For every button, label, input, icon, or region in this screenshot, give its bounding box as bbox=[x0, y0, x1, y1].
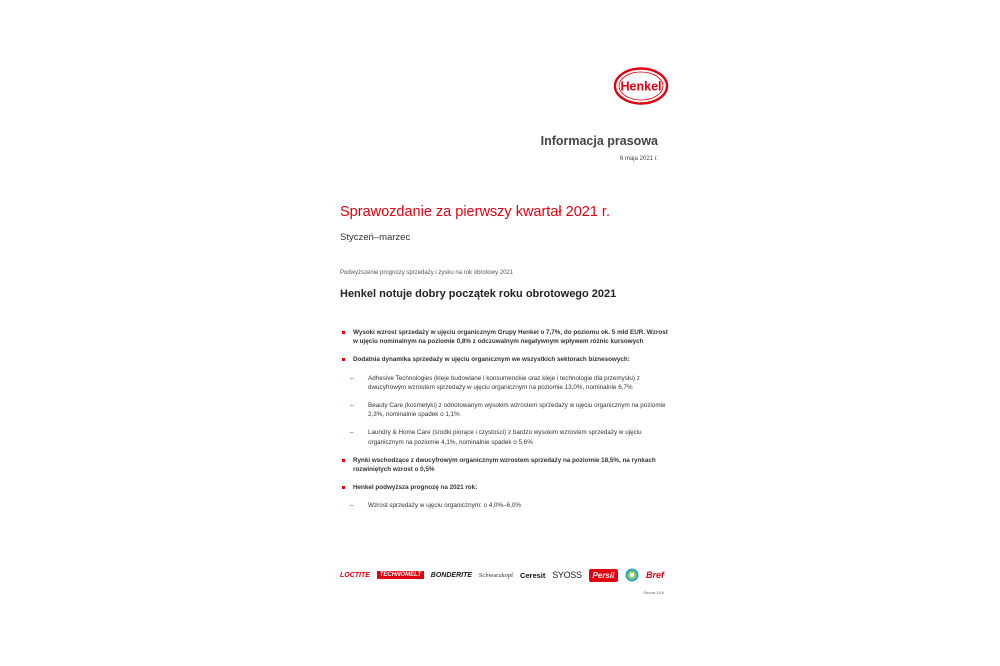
bullet-square-icon bbox=[342, 358, 345, 361]
bullet-text: Adhesive Technologies (kleje budowlane i konsumenckie oraz kleje i technologie dla przemysłu) z dwucyfrowym wzrostem sprzedaży w ujęciu organicznym na poziomie 13,0%, nominalnie 6,7% bbox=[368, 374, 640, 391]
loctite-logo: LOCTITE bbox=[340, 571, 370, 579]
pril-ball-logo-icon bbox=[625, 568, 639, 582]
bullet-text: Rynki wschodzące z dwucyfrowym organicznym wzrostem sprzedaży na poziomie 18,5%, na rynkach rozwiniętych wzrost o 0,5% bbox=[353, 456, 656, 474]
bonderite-logo: BONDERITE bbox=[430, 571, 473, 579]
bullet-square-icon bbox=[342, 331, 345, 334]
dash-icon: – bbox=[350, 502, 354, 510]
report-title: Sprawozdanie za pierwszy kwartał 2021 r. bbox=[340, 204, 610, 220]
brand-logos-strip bbox=[340, 566, 664, 584]
bullet-text: Beauty Care (kosmetyki) z odnotowanym wysokim wzrostem sprzedaży w ujęciu organicznym na poziomie 2,3%, nominalnie spadek o 1,1% bbox=[368, 402, 666, 419]
bullet-item bbox=[340, 355, 670, 364]
bullet-text: Henkel podwyższa prognozę na 2021 rok: bbox=[353, 484, 478, 492]
document-date: 6 maja 2021 r. bbox=[619, 156, 658, 162]
dash-icon: – bbox=[350, 374, 354, 382]
bullet-square-icon bbox=[342, 486, 345, 489]
sub-bullet-item bbox=[340, 374, 670, 392]
headline: Henkel notuje dobry początek roku obrotowego 2021 bbox=[340, 288, 617, 300]
bullet-square-icon bbox=[342, 459, 345, 462]
schwarzkopf-logo: Schwarzkopf bbox=[478, 571, 514, 579]
page-number: Strona 1/16 bbox=[643, 590, 664, 595]
bullet-item bbox=[340, 483, 670, 492]
bullet-text: Wysoki wzrost sprzedaży w ujęciu organicznym Grupy Henkel o 7,7%, do poziomu ok. 5 mld EUR. Wzrost w ujęciu nominalnym na poziomie 0,8% z odczuwalnym negatywnym wpływem różnic kursowych bbox=[353, 329, 668, 346]
report-note: Podwyższenie prognozy sprzedaży i zysku na rok obrotowy 2021 bbox=[340, 270, 514, 276]
report-period: Styczeń–marzec bbox=[340, 232, 411, 243]
sub-bullet-item bbox=[340, 428, 670, 446]
bullet-item bbox=[340, 328, 670, 346]
ceresit-logo: Ceresit bbox=[519, 570, 546, 580]
dash-icon: – bbox=[350, 429, 354, 437]
syoss-logo: SYOSS bbox=[552, 570, 582, 580]
bref-logo: Bref bbox=[645, 570, 664, 580]
sub-bullet-item bbox=[340, 501, 670, 510]
bullet-item bbox=[340, 456, 670, 474]
dash-icon: – bbox=[350, 402, 354, 410]
document-type: Informacja prasowa bbox=[540, 134, 658, 148]
sub-bullet-item bbox=[340, 401, 670, 419]
bullet-list bbox=[340, 328, 670, 520]
persil-logo: Persil bbox=[589, 569, 619, 582]
technomelt-logo: TECHNOMELT bbox=[377, 571, 424, 579]
bullet-text: Dodatnia dynamika sprzedaży w ujęciu organicznym we wszystkich sektorach biznesowych: bbox=[353, 356, 630, 364]
bullet-text: Laundry & Home Care (środki piorące i czystości) z bardzo wysokim wzrostem sprzedaży w ujęciu organicznym na poziomie 4,1%, nominalnie spadek o 5,6% bbox=[368, 429, 642, 446]
henkel-logo bbox=[613, 66, 669, 106]
bullet-text: Wzrost sprzedaży w ujęciu organicznym: o 4,0%–6,0% bbox=[368, 502, 521, 510]
logo-text: Henkel bbox=[620, 79, 662, 94]
press-release-page bbox=[322, 52, 682, 612]
